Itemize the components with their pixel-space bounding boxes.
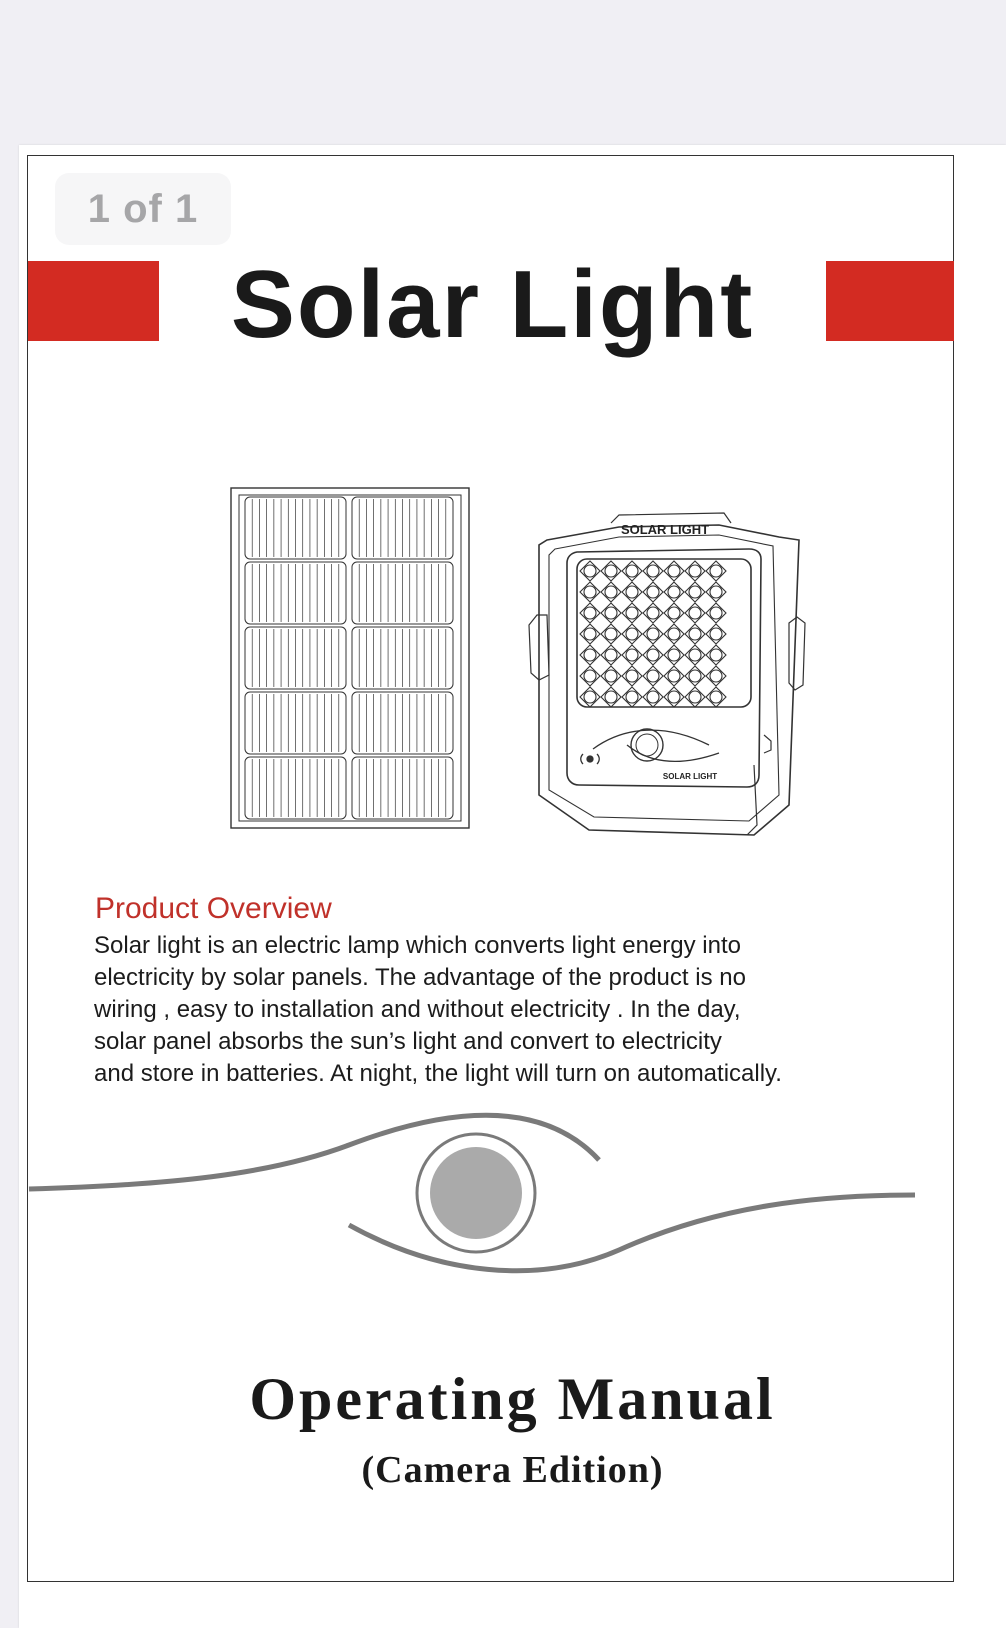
- page-indicator: 1 of 1: [55, 173, 231, 245]
- camera-eye-icon: [29, 1115, 915, 1270]
- document-page[interactable]: [19, 145, 1006, 1628]
- overview-line: electricity by solar panels. The advantage of the product is no: [94, 964, 746, 991]
- product-overview-heading: Product Overview: [95, 892, 332, 925]
- overview-line: solar panel absorbs the sun’s light and convert to electricity: [94, 1028, 722, 1055]
- overview-line: wiring , easy to installation and without electricity . In the day,: [94, 996, 741, 1023]
- floodlight-small-label: SOLAR LIGHT: [662, 772, 718, 781]
- product-overview-text: [94, 930, 914, 1090]
- solar-panel-illustration: [231, 488, 469, 828]
- sensor-icon: [581, 754, 600, 764]
- manual-subtitle: (Camera Edition): [361, 1449, 664, 1491]
- overview-line: Solar light is an electric lamp which converts light energy into: [94, 932, 741, 959]
- floodlight-illustration: [529, 513, 805, 835]
- floodlight-label: SOLAR LIGHT: [620, 522, 710, 537]
- document-title: Solar Light: [230, 251, 755, 358]
- overview-line: and store in batteries. At night, the light will turn on automatically.: [94, 1060, 782, 1087]
- manual-title: Operating Manual: [249, 1366, 776, 1432]
